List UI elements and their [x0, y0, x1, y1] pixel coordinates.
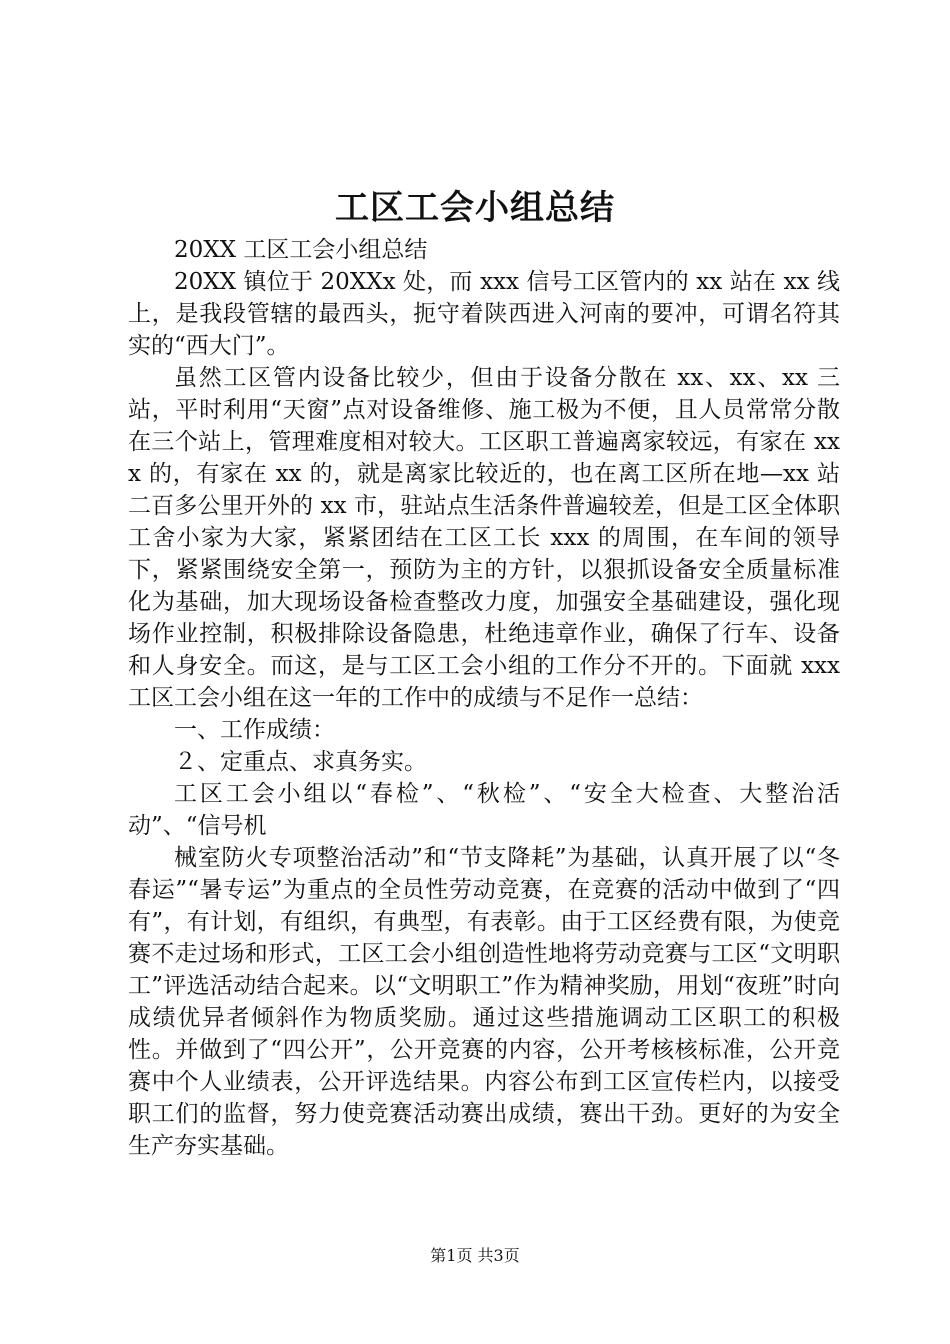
subsection-heading: ２、定重点、求真务实。 [174, 749, 427, 775]
document-body [128, 234, 840, 1162]
page-footer: 第1页 共3页 [430, 1246, 520, 1265]
document-title: 工区工会小组总结 [335, 188, 615, 228]
section-heading: 一、工作成绩： [174, 717, 335, 743]
paragraph-subtitle: 20XX 工区工会小组总结 [174, 237, 428, 263]
paragraph-background: 虽然工区管内设备比较少，但由于设备分散在 xx、xx、xx 三站，平时利用“天窗”点对设备维修、施工极为不便，且人员常常分散在三个站上，管理难度相对较大。工区职工普遍离家较远，有家在 xxx 的，有家在 xx 的，就是离家比较近的，也在离工区所在地—xx 站二百多公里开外的 xx 市，驻站点生活条件普遍较差，但是工区全体职工舍小家为大家，紧紧团结在工区工长 xxx 的周围，在车间的领导下，紧紧围绕安全第一，预防为主的方针，以狠抓设备安全质量标准化为基础，加大现场设备检查整改力度，加强安全基础建设，强化现场作业控制，积极排除设备隐患，杜绝违章作业，确保了行车、设备和人身安全。而这，是与工区工会小组的工作分不开的。下面就 xxx 工区工会小组在这一年的工作中的成绩与不足作一总结： [128, 365, 840, 711]
paragraph-competition: 械室防火专项整治活动”和“节支降耗”为基础，认真开展了以“冬春运”“暑专运”为重点的全员性劳动竞赛，在竞赛的活动中做到了“四有”，有计划，有组织，有典型，有表彰。由于工区经费有限，为使竞赛不走过场和形式，工区工会小组创造性地将劳动竞赛与工区“文明职工”评选活动结合起来。以“文明职工”作为精神奖励，用划“夜班”时向成绩优异者倾斜作为物质奖励。通过这些措施调动工区职工的积极性。并做到了“四公开”，公开竞赛的内容，公开考核核标准，公开竞赛中个人业绩表，公开评选结果。内容公布到工区宣传栏内，以接受职工们的监督，努力使竞赛活动赛出成绩，赛出干劲。更好的为安全生产夯实基础。 [128, 845, 840, 1159]
paragraph-intro: 20XX 镇位于 20XXx 处，而 xxx 信号工区管内的 xx 站在 xx 线上，是我段管辖的最西头，扼守着陕西进入河南的要冲，可谓名符其实的“西大门”。 [128, 269, 840, 359]
paragraph-activities: 工区工会小组以“春检”、“秋检”、“安全大检查、大整治活动”、“信号机 [128, 781, 840, 839]
